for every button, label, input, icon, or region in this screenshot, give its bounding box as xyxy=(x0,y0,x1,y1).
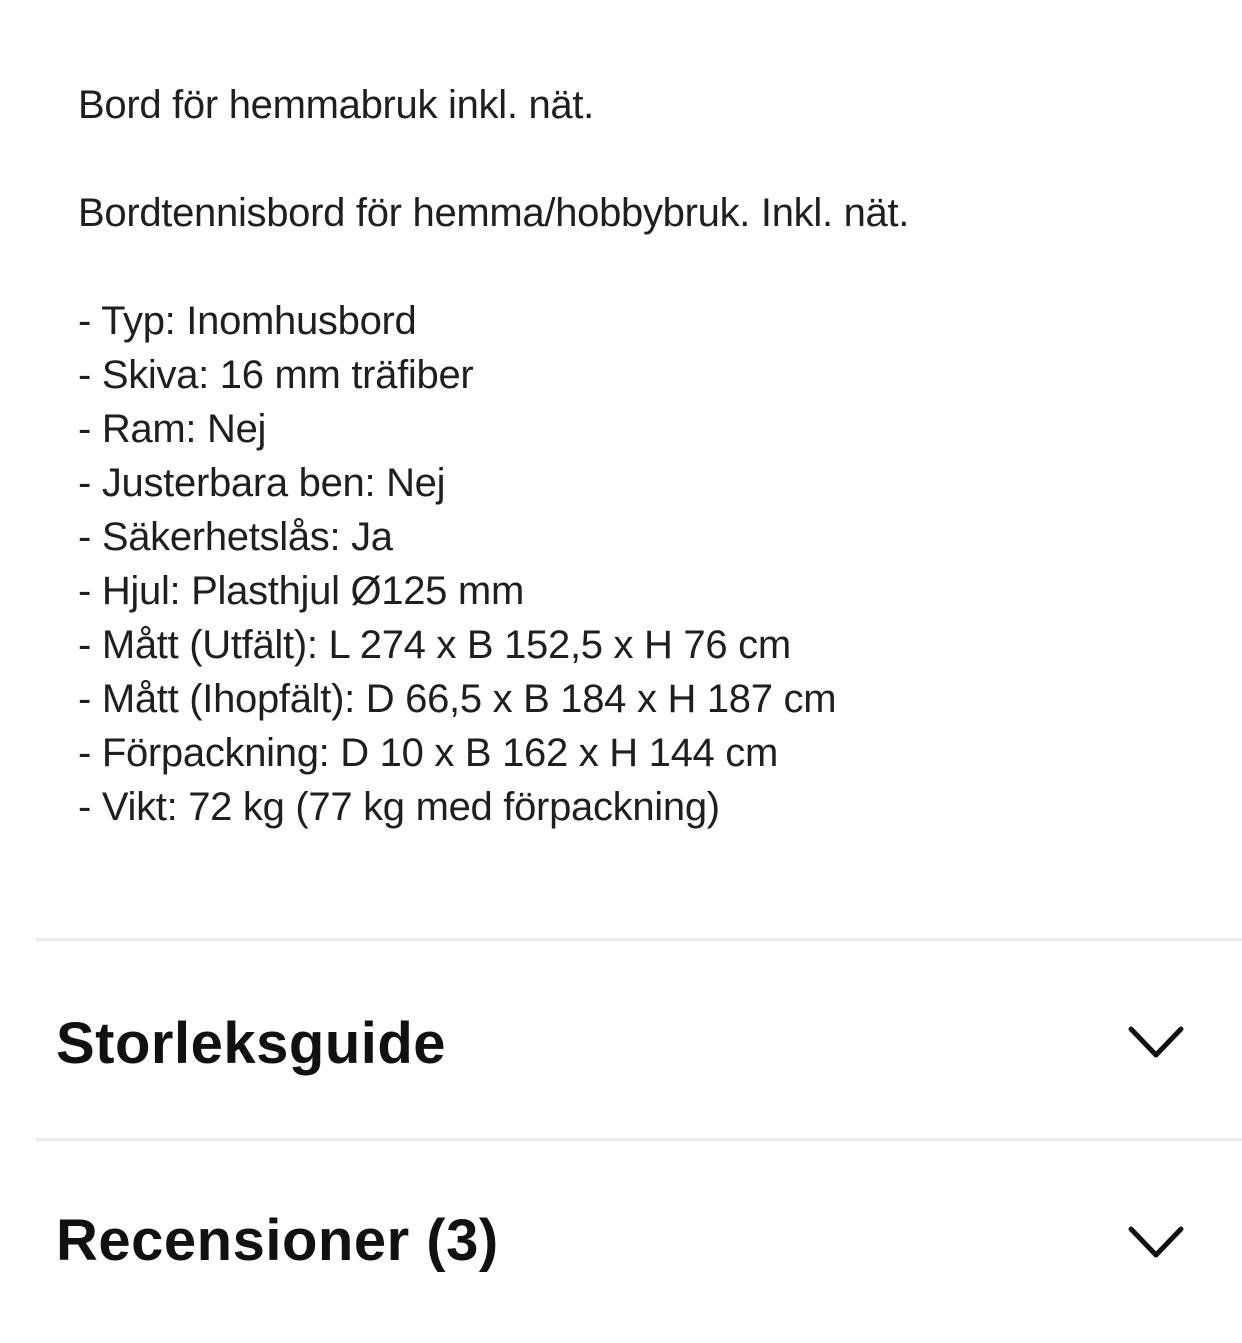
spec-list xyxy=(78,294,1198,834)
spec-item: - Hjul: Plasthjul Ø125 mm xyxy=(78,569,524,613)
spec-item: - Skiva: 16 mm träfiber xyxy=(78,353,474,397)
product-description xyxy=(78,78,1198,834)
size-guide-accordion[interactable] xyxy=(36,943,1242,1143)
spec-item: - Förpackning: D 10 x B 162 x H 144 cm xyxy=(78,731,779,775)
size-guide-title: Storleksguide xyxy=(56,1010,447,1076)
section-divider xyxy=(36,1138,1242,1141)
spec-item: - Typ: Inomhusbord xyxy=(78,299,417,343)
reviews-accordion[interactable] xyxy=(36,1143,1242,1343)
description-subline: Bordtennisbord för hemma/hobbybruk. Inkl. nät. xyxy=(78,191,910,235)
spec-item: - Säkerhetslås: Ja xyxy=(78,515,393,559)
description-headline: Bord för hemmabruk inkl. nät. xyxy=(78,83,594,127)
paragraph-spacer xyxy=(78,240,1198,294)
chevron-down-icon[interactable] xyxy=(1128,1025,1184,1061)
spec-item: - Justerbara ben: Nej xyxy=(78,461,446,505)
reviews-title: Recensioner (3) xyxy=(56,1208,499,1273)
section-divider xyxy=(36,938,1242,941)
spec-item: - Mått (Ihopfält): D 66,5 x B 184 x H 187 cm xyxy=(78,677,837,721)
spec-item: - Mått (Utfält): L 274 x B 152,5 x H 76 cm xyxy=(78,623,791,667)
chevron-down-icon[interactable] xyxy=(1128,1225,1184,1261)
spec-item: - Ram: Nej xyxy=(78,407,267,451)
paragraph-spacer xyxy=(78,132,1198,186)
spec-item: - Vikt: 72 kg (77 kg med förpackning) xyxy=(78,785,720,829)
